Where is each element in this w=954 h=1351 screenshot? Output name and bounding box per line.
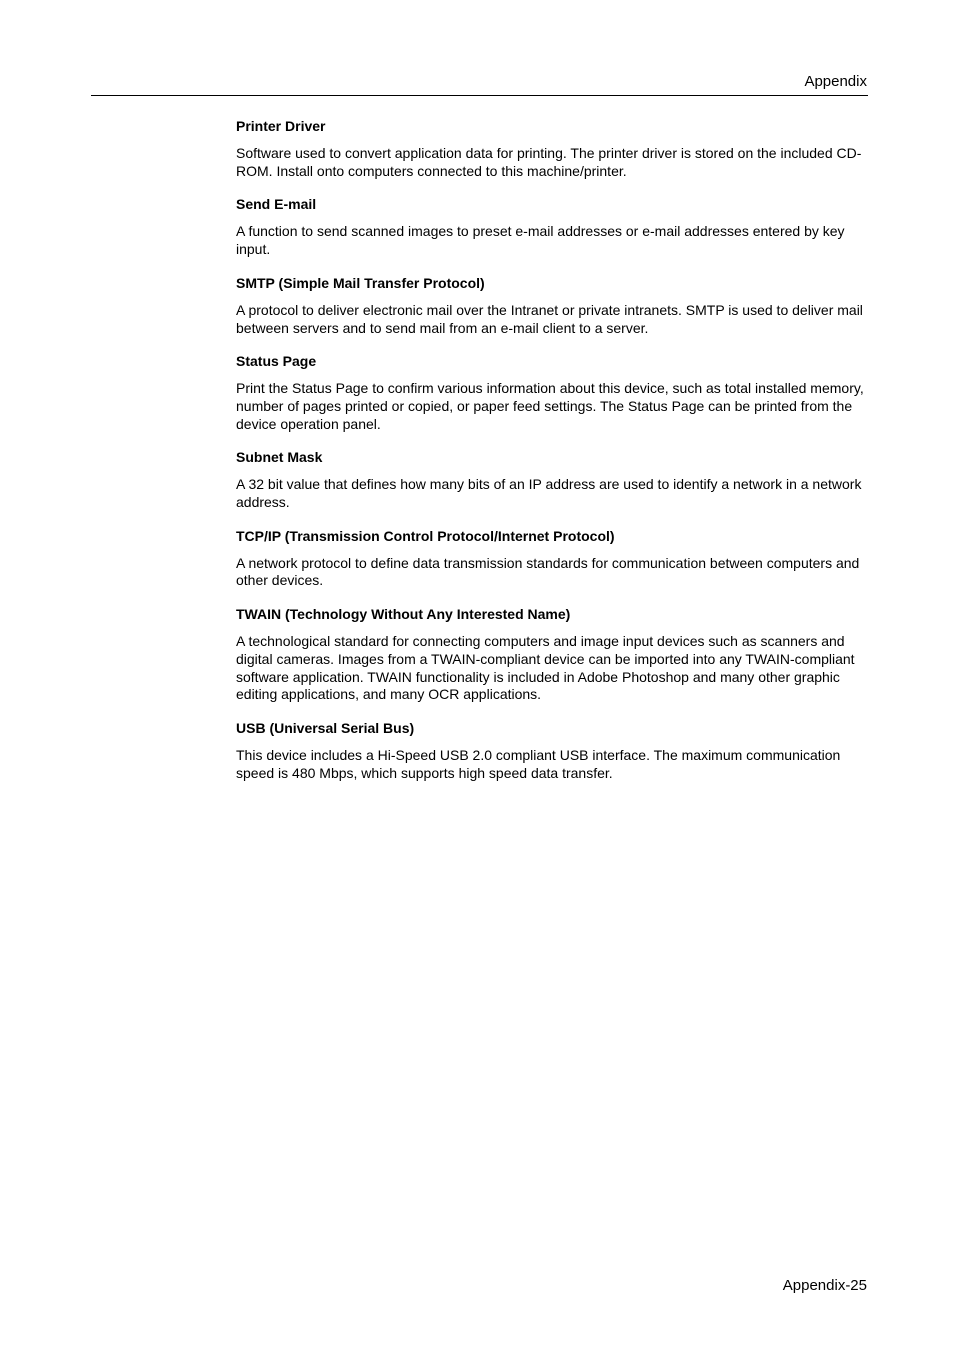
term-heading: Status Page [236, 353, 317, 370]
term-heading: SMTP (Simple Mail Transfer Protocol) [236, 274, 485, 291]
term-definition: Print the Status Page to confirm various information about this device, such as total installed memory, number of pages printed or copied, or paper feed settings. The Status Page can be printed from the device operation panel. [236, 380, 864, 432]
term-heading: TWAIN (Technology Without Any Interested Name) [236, 606, 571, 623]
term-definition: A function to send scanned images to preset e-mail addresses or e-mail addresses entered by key input. [236, 223, 845, 258]
glossary-entry [236, 196, 868, 258]
page-number: Appendix-25 [782, 1277, 867, 1294]
term-definition: This device includes a Hi-Speed USB 2.0 compliant USB interface. The maximum communication speed is 480 Mbps, which supports high speed data transfer. [236, 746, 841, 781]
glossary-entry [236, 528, 868, 590]
header-rule [91, 95, 868, 96]
term-heading: TCP/IP (Transmission Control Protocol/Internet Protocol) [236, 527, 615, 544]
term-heading: Printer Driver [236, 118, 326, 134]
glossary-content [236, 118, 868, 782]
term-definition: A protocol to deliver electronic mail over the Intranet or private intranets. SMTP is used to deliver mail between servers and to send mail from an e-mail client to a server. [236, 301, 863, 336]
term-heading: Send E-mail [236, 196, 317, 213]
glossary-entry [236, 118, 868, 180]
glossary-entry [236, 606, 868, 704]
glossary-entry [236, 275, 868, 337]
glossary-entry [236, 353, 868, 433]
term-definition: A 32 bit value that defines how many bits of an IP address are used to identify a network in a network address. [236, 476, 862, 511]
term-heading: Subnet Mask [236, 449, 323, 466]
glossary-entry [236, 720, 868, 782]
term-definition: A network protocol to define data transmission standards for communication between computers and other devices. [236, 554, 860, 589]
glossary-entry [236, 449, 868, 511]
term-definition: Software used to convert application data for printing. The printer driver is stored on the included CD-ROM. Install onto computers connected to this machine/printer. [236, 145, 862, 179]
term-definition: A technological standard for connecting computers and image input devices such as scanners and digital cameras. Images from a TWAIN-compliant device can be imported into any TWAIN-compliant software application. TWAIN functionality is included in Adobe Photoshop and many other graphic editing applications, and many OCR applications. [236, 633, 855, 703]
running-header: Appendix [804, 73, 867, 90]
term-heading: USB (Universal Serial Bus) [236, 719, 415, 736]
